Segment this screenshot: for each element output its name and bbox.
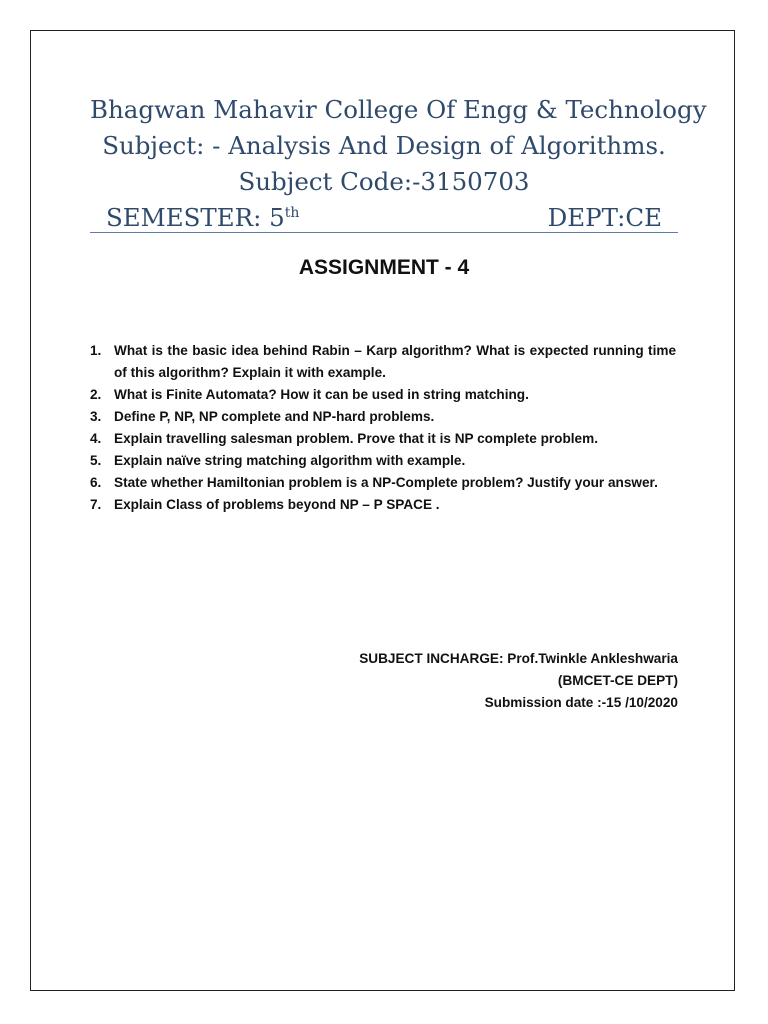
list-item	[90, 340, 676, 384]
document-header	[90, 92, 707, 236]
question-number: 2.	[90, 387, 102, 402]
college-name: Bhagwan Mahavir College Of Engg & Technology	[90, 95, 707, 124]
question-number: 5.	[90, 453, 102, 468]
semester-dept-row	[90, 200, 678, 236]
question-text: State whether Hamiltonian problem is a NP-Complete problem? Justify your answer.	[114, 475, 658, 490]
list-item	[90, 472, 676, 494]
header-divider	[90, 232, 678, 233]
question-text: Define P, NP, NP complete and NP-hard problems.	[114, 409, 435, 424]
incharge-dept: (BMCET-CE DEPT)	[557, 673, 678, 688]
document-footer	[290, 648, 678, 714]
dept-label: DEPT:CE	[547, 203, 662, 232]
question-number: 3.	[90, 409, 102, 424]
subject-name: Subject: - Analysis And Design of Algorithms.	[102, 131, 666, 160]
question-text: What is the basic idea behind Rabin – Karp algorithm? What is expected running time of this algorithm? Explain it with example.	[114, 343, 676, 380]
semester-label: SEMESTER: 5th	[106, 203, 300, 232]
question-text: Explain Class of problems beyond NP – P SPACE .	[114, 497, 440, 512]
question-number: 1.	[90, 343, 102, 358]
question-number: 7.	[90, 497, 102, 512]
submission-date: Submission date :-15 /10/2020	[484, 695, 678, 710]
list-item	[90, 406, 676, 428]
assignment-title: ASSIGNMENT - 4	[298, 256, 470, 279]
question-text: Explain naïve string matching algorithm with example.	[114, 453, 466, 468]
list-item	[90, 384, 676, 406]
question-text: What is Finite Automata? How it can be used in string matching.	[114, 387, 529, 402]
list-item	[90, 450, 676, 472]
question-text: Explain travelling salesman problem. Prove that it is NP complete problem.	[114, 431, 598, 446]
subject-incharge: SUBJECT INCHARGE: Prof.Twinkle Ankleshwaria	[359, 651, 678, 666]
list-item	[90, 494, 676, 516]
question-list	[90, 340, 676, 516]
semester-superscript: th	[284, 204, 300, 221]
list-item	[90, 428, 676, 450]
question-number: 4.	[90, 431, 102, 446]
subject-code: Subject Code:-3150703	[238, 167, 530, 196]
question-number: 6.	[90, 475, 102, 490]
